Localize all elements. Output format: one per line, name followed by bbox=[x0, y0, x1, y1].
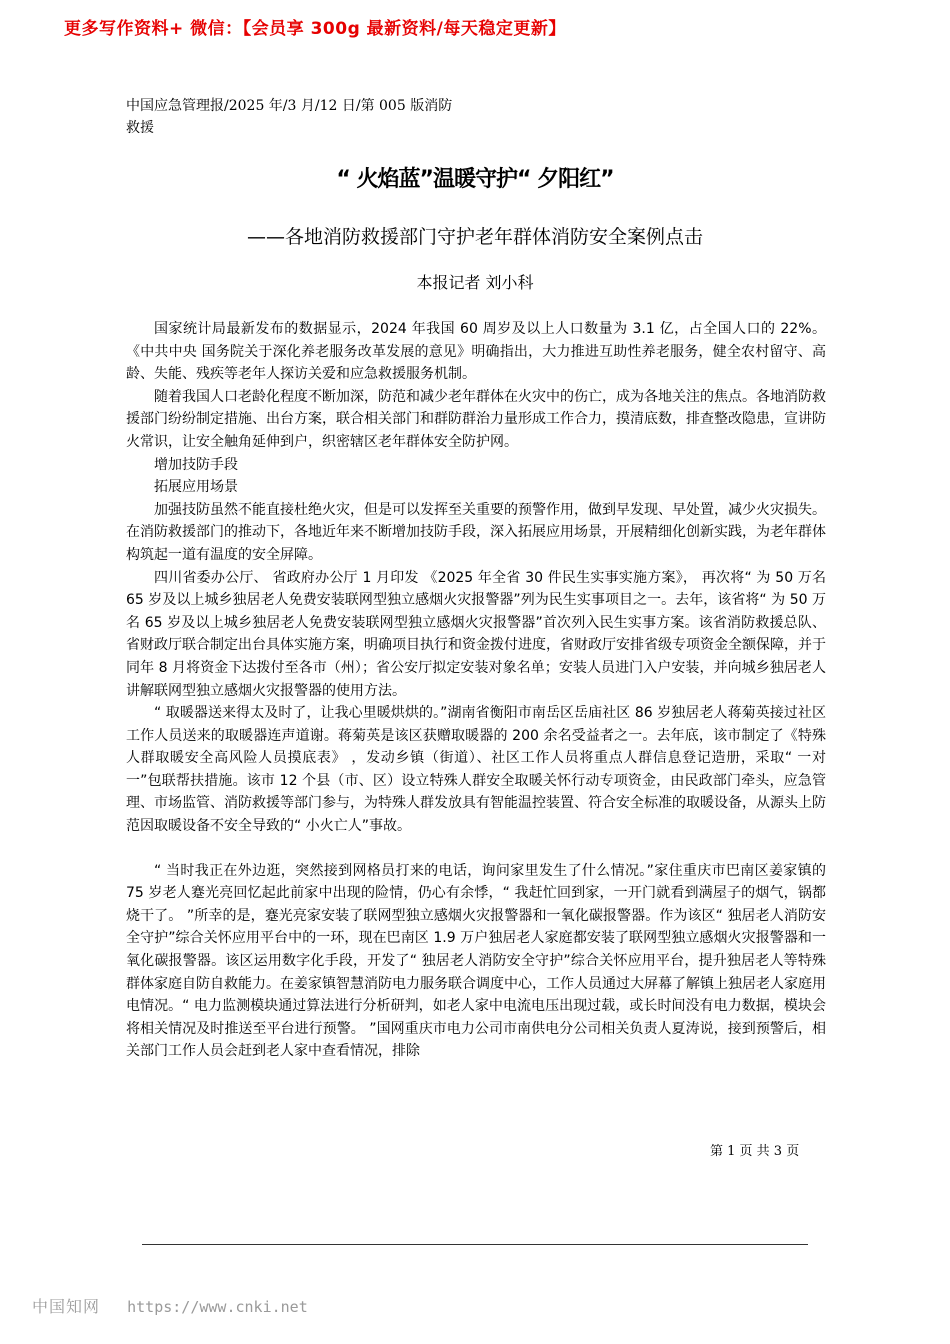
promo-banner: 更多写作资料+ 微信：【会员享 300g 最新资料/每天稳定更新】 bbox=[64, 19, 566, 39]
article-subtitle: ——各地消防救援部门守护老年群体消防安全案例点击 bbox=[246, 226, 703, 248]
article-title: “ 火焰蓝”温暖守护“ 夕阳红” bbox=[336, 167, 614, 192]
paragraph: 四川省委办公厅、 省政府办公厅 1 月印发 《2025 年全省 30 件民生实事实施方案》， 再次将“ 为 50 万名 65 岁及以上城乡独居老人免费安装联网型独立感烟火灾报警器”列为民生实事项目之一。去年，该省将“ 为 50 万名 65 岁及以上城乡独居老人免费安装联网型独立感烟火灾报警器”首次列入民生实事方案。该省消防救援总队、省财政厅联合制定出台具体实施方案，明确项目执行和资金拨付进度，省财政厅安排省级专项资金全额保障，并于同年 8 月将资金下达拨付至各市（州）；省公安厅拟定安装对象名单；安装人员进门入户安装，并向城乡独居老人讲解联网型独立感烟火灾报警器的使用方法。 bbox=[126, 569, 826, 699]
article-source: 中国应急管理报/2025 年/3 月/12 日/第 005 版消防救援 bbox=[126, 98, 453, 136]
article-body bbox=[126, 318, 826, 1063]
footer-url-link[interactable]: https://www.cnki.net bbox=[127, 1298, 308, 1316]
page-number: 第 1 页 共 3 页 bbox=[710, 1144, 800, 1159]
article-byline: 本报记者 刘小科 bbox=[416, 273, 534, 292]
cnki-logo-text: 中国知网 bbox=[32, 1297, 101, 1316]
footer-divider bbox=[142, 1244, 808, 1245]
paragraph: “ 取暖器送来得太及时了，让我心里暖烘烘的。”湖南省衡阳市南岳区岳庙社区 86 岁独居老人蒋菊英接过社区工作人员送来的取暖器连声道谢。蒋菊英是该区获赠取暖器的 200 余名受益者之一。去年底，该市制定了《特殊人群取暖安全高风险人员摸底表》 ，发动乡镇（街道）、社区工作人员将重点人群信息登记造册，采取“ 一对一”包联帮扶措施。该市 12 个县（市、区）设立特殊人群安全取暖关怀行动专项资金，由民政部门牵头，应急管理、市场监管、消防救援等部门参与，为特殊人群发放具有智能温控装置、符合安全标准的取暖设备，从源头上防范因取暖设备不安全导致的“ 小火亡人”事故。 bbox=[126, 705, 826, 835]
paragraph: 随着我国人口老龄化程度不断加深，防范和减少老年群体在火灾中的伤亡，成为各地关注的焦点。各地消防救援部门纷纷制定措施、出台方案，联合相关部门和群防群治力量形成工作合力，摸清底数，排查整改隐患，宣讲防火常识，让安全触角延伸到户，织密辖区老年群体安全防护网。 bbox=[126, 388, 826, 450]
section-heading: 拓展应用场景 bbox=[154, 479, 238, 496]
paragraph: “ 当时我正在外边逛，突然接到网格员打来的电话，询问家里发生了什么情况。”家住重庆市巴南区姜家镇的 75 岁老人蹇光亮回忆起此前家中出现的险情，仍心有余悸，“ 我赶忙回到家，一开门就看到满屋子的烟气，锅都烧干了。 ”所幸的是，蹇光亮家安装了联网型独立感烟火灾报警器和一氧化碳报警器。作为该区“ 独居老人消防安全守护”综合关怀应用平台中的一环，现在巴南区 1.9 万户独居老人家庭都安装了联网型独立感烟火灾报警器和一氧化碳报警器。该区运用数字化手段，开发了“ 独居老人消防安全守护”综合关怀应用平台，提升独居老人等特殊群体家庭自防自救能力。在姜家镇智慧消防电力服务联合调度中心，工作人员通过大屏幕了解镇上独居老人家庭用电情况。“ 电力监测模块通过算法进行分析研判，如老人家中电流电压出现过载，或长时间没有电力数据，模块会将相关情况及时推送至平台进行预警。 ”国网重庆市电力公司市南供电分公司相关负责人夏涛说，接到预警后，相关部门工作人员会赶到老人家中查看情况，排除 bbox=[126, 862, 826, 1060]
section-heading: 增加技防手段 bbox=[154, 456, 238, 473]
paragraph: 加强技防虽然不能直接杜绝火灾，但是可以发挥至关重要的预警作用，做到早发现、早处置，减少火灾损失。在消防救援部门的推动下，各地近年来不断增加技防手段，深入拓展应用场景，开展精细化创新实践，为老年群体构筑起一道有温度的安全屏障。 bbox=[126, 501, 826, 563]
paragraph: 国家统计局最新发布的数据显示，2024 年我国 60 周岁及以上人口数量为 3.1 亿，占全国人口的 22%。《中共中央 国务院关于深化养老服务改革发展的意见》明确指出，大力推进互助性养老服务，健全农村留守、高龄、失能、残疾等老年人探访关爱和应急救援服务机制。 bbox=[126, 321, 826, 383]
site-footer bbox=[32, 1294, 308, 1317]
